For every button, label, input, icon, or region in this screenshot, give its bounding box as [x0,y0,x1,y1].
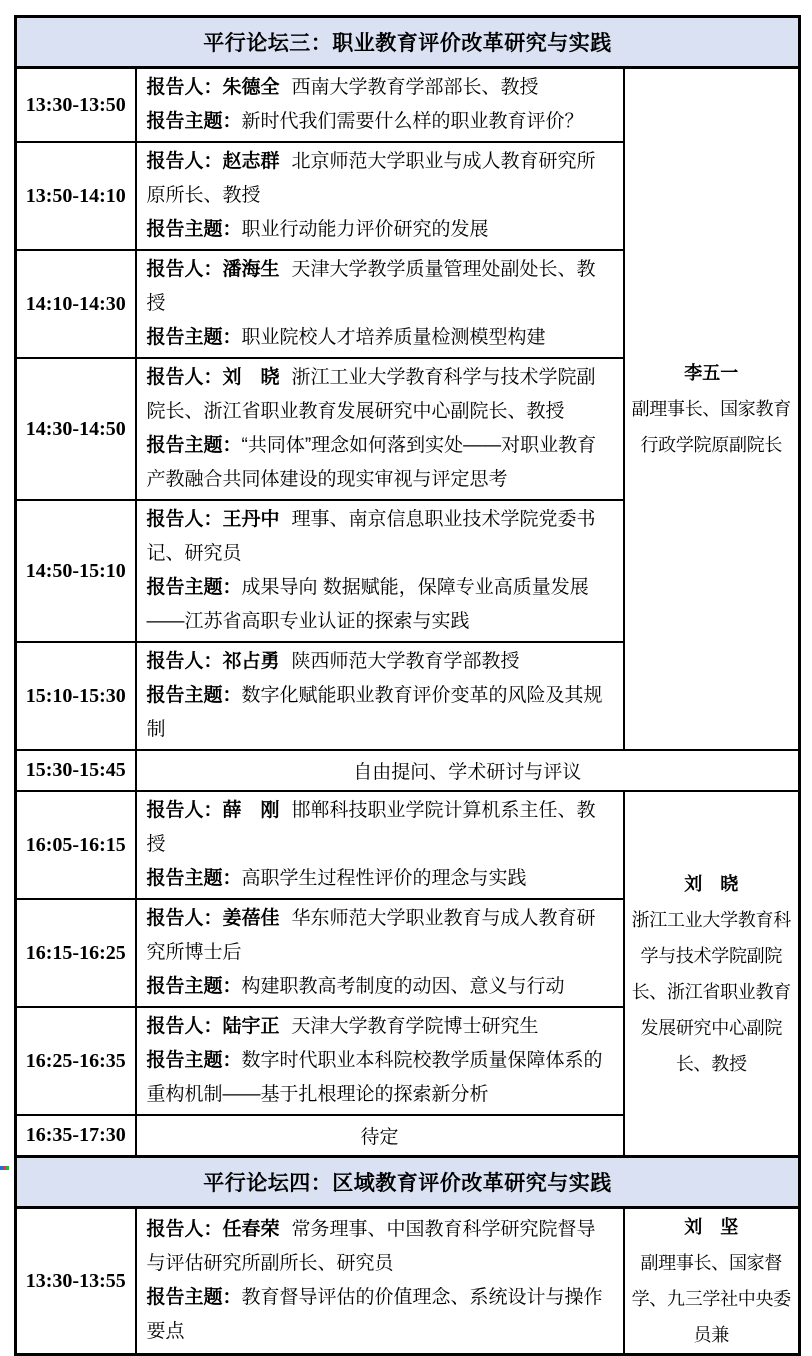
forum4-header-row [16,1157,800,1208]
moderator-name: 刘 晓 [684,873,739,894]
speaker-line [147,145,615,213]
speaker-line [147,503,615,571]
time-slot: 14:10-14:30 [16,250,136,358]
topic-line [147,679,615,747]
time-slot: 16:05-16:15 [16,791,136,899]
speaker-label: 报告人： [146,367,223,388]
speaker-label: 报告人： [146,800,223,821]
speaker-line [147,902,615,970]
session-cell [136,1007,624,1115]
topic-line [147,862,615,896]
speaker-name: 薛 刚 [222,800,280,821]
time-slot: 14:30-14:50 [16,358,136,500]
forum4-title: 平行论坛四：区域教育评价改革研究与实践 [16,1157,800,1208]
moderator-desc: 浙江工业大学教育科学与技术学院副院长、浙江省职业教育发展研究中心副院长、教授 [631,909,791,1074]
topic-label: 报告主题： [146,435,242,456]
topic-line [147,571,615,639]
moderator-desc: 副理事长、国家教育行政学院原副院长 [631,399,791,455]
topic-line [147,321,615,355]
table-row [16,68,800,143]
speaker-label: 报告人： [146,908,223,929]
time-slot: 13:30-13:55 [16,1208,136,1355]
speaker-line [147,361,615,429]
speaker-desc: 陕西师范大学教育学部教授 [291,651,520,672]
topic-text: 数字时代职业本科院校教学质量保障体系的重构机制——基于扎根理论的探索新分析 [146,1050,603,1105]
speaker-desc: 天津大学教育学院博士研究生 [291,1016,539,1037]
forum3-title: 平行论坛三：职业教育评价改革研究与实践 [16,17,800,68]
topic-line [147,429,615,497]
speaker-name: 任春荣 [222,1219,280,1240]
moderator-cell [624,791,800,1157]
speaker-line [147,253,615,321]
topic-label: 报告主题： [146,868,242,889]
speaker-line [147,794,615,862]
speaker-label: 报告人： [146,651,223,672]
forum3-header-row [16,17,800,68]
topic-text: 职业院校人才培养质量检测模型构建 [241,327,546,348]
topic-label: 报告主题： [146,685,242,706]
speaker-name: 陆宇正 [222,1016,280,1037]
topic-label: 报告主题： [146,111,242,132]
speaker-label: 报告人： [146,259,223,280]
session-cell [136,142,624,250]
speaker-line [147,1010,615,1044]
table-row [16,791,800,899]
moderator-desc: 副理事长、国家督学、九三学社中央委员兼 [631,1253,791,1345]
speaker-label: 报告人： [146,151,223,172]
time-slot: 13:50-14:10 [16,142,136,250]
moderator-name: 刘 坚 [684,1217,739,1237]
speaker-label: 报告人： [146,77,223,98]
topic-label: 报告主题： [146,577,242,598]
speaker-desc: 邯郸科技职业学院计算机系主任、教授 [146,800,596,855]
speaker-desc: 西南大学教育学部部长、教授 [291,77,539,98]
speaker-name: 潘海生 [222,259,280,280]
table-row [16,750,800,791]
time-slot: 15:10-15:30 [16,642,136,750]
tbd-cell: 待定 [136,1115,624,1157]
topic-line [147,213,615,247]
speaker-name: 王丹中 [222,509,280,530]
speaker-desc: 浙江工业大学教育科学与技术学院副院长、浙江省职业教育发展研究中心副院长、教授 [146,367,596,422]
table-row [16,1208,800,1355]
speaker-name: 刘 晓 [222,367,280,388]
speaker-line [147,1213,615,1281]
speaker-line [147,71,615,105]
topic-text: 新时代我们需要什么样的职业教育评价？ [241,111,584,132]
topic-label: 报告主题： [146,1287,242,1308]
time-slot: 14:50-15:10 [16,500,136,642]
speaker-desc: 常务理事、中国教育科学研究院督导与评估研究所副所长、研究员 [146,1219,596,1274]
session-cell [136,68,624,143]
speaker-label: 报告人： [146,1016,223,1037]
topic-text: 数字化赋能职业教育评价变革的风险及其规制 [146,685,603,740]
forum-schedule-table [14,15,801,1356]
topic-line [147,105,615,139]
topic-text: 高职学生过程性评价的理念与实践 [241,868,527,889]
moderator-name: 李五一 [684,363,739,383]
session-cell [136,500,624,642]
speaker-label: 报告人： [146,509,223,530]
time-slot: 16:15-16:25 [16,899,136,1007]
time-slot: 13:30-13:50 [16,68,136,143]
topic-label: 报告主题： [146,219,242,240]
moderator-cell [624,1208,800,1355]
speaker-desc: 华东师范大学职业教育与成人教育研究所博士后 [146,908,596,963]
speaker-name: 朱德全 [222,77,280,98]
session-cell [136,1208,624,1355]
session-cell [136,899,624,1007]
speaker-name: 祁占勇 [222,651,280,672]
topic-label: 报告主题： [146,976,242,997]
speaker-desc: 天津大学教学质量管理处副处长、教授 [146,259,596,314]
topic-line [147,1281,615,1349]
topic-line [147,970,615,1004]
speaker-desc: 北京师范大学职业与成人教育研究所原所长、教授 [146,151,596,206]
discussion-cell: 自由提问、学术研讨与评议 [136,750,800,791]
topic-label: 报告主题： [146,1050,242,1071]
moderator-cell [624,68,800,751]
topic-text: “共同体”理念如何落到实处——对职业教育产教融合共同体建设的现实审视与评定思考 [146,435,597,490]
topic-text: 职业行动能力评价研究的发展 [241,219,489,240]
topic-text: 教育督导评估的价值理念、系统设计与操作要点 [146,1287,603,1342]
speaker-label: 报告人： [146,1219,223,1240]
speaker-line [147,645,615,679]
speaker-name: 赵志群 [222,151,280,172]
time-slot: 16:25-16:35 [16,1007,136,1115]
topic-text: 成果导向 数据赋能，保障专业高质量发展——江苏省高职专业认证的探索与实践 [146,577,589,632]
time-slot: 15:30-15:45 [16,750,136,791]
session-cell [136,791,624,899]
session-cell [136,642,624,750]
topic-label: 报告主题： [146,327,242,348]
speaker-desc: 理事、南京信息职业技术学院党委书记、研究员 [146,509,596,564]
screenshot-artifact [0,1166,9,1170]
topic-line [147,1044,615,1112]
session-cell [136,250,624,358]
topic-text: 构建职教高考制度的动因、意义与行动 [241,976,565,997]
session-cell [136,358,624,500]
speaker-name: 姜蓓佳 [222,908,280,929]
time-slot: 16:35-17:30 [16,1115,136,1157]
